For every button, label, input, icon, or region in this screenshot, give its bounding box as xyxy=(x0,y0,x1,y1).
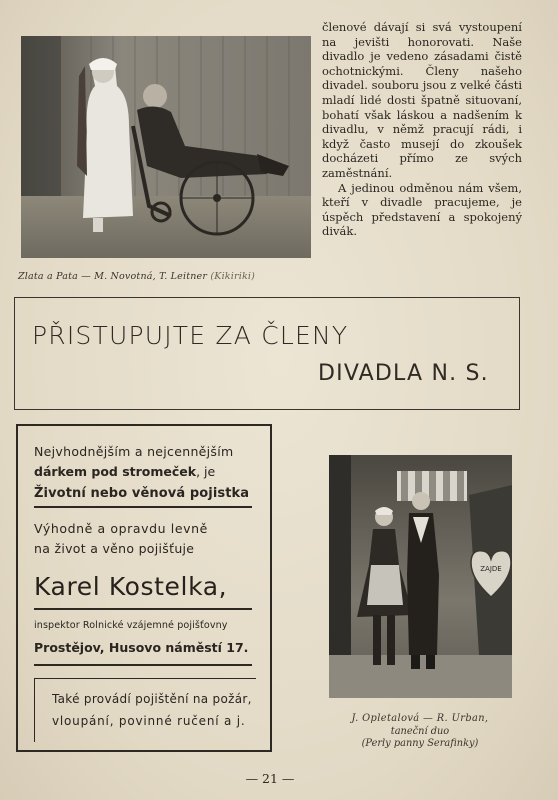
advert-agent-name: Karel Kostelka, xyxy=(34,572,228,601)
advert-address: Prostějov, Husovo náměstí 17. xyxy=(34,640,249,655)
advert-inner-box xyxy=(34,678,256,742)
advert-line-2-bold: dárkem pod stromeček xyxy=(34,464,197,479)
advert-divider xyxy=(34,506,252,508)
advert-divider xyxy=(34,608,252,610)
bottom-photo-caption-1: J. Opletalová — R. Urban, xyxy=(351,713,489,724)
top-photo-caption xyxy=(18,271,328,282)
advert-line-3: Životní nebo věnová pojistka xyxy=(34,486,250,501)
advert-line-8: Také provádí pojištění na požár, xyxy=(52,692,252,706)
top-photo-caption-main: Zlata a Pata — M. Novotná, T. Leitner xyxy=(18,271,208,282)
advert-line-4: Výhodně a opravdu levně xyxy=(34,521,208,536)
article-paragraph: členové dávají si svá vystoupení na jevišti honorovati. Naše divadlo je vedeno zásadami čistě ochotnickými. Členy našeho divadel. souboru jsou z velké části mladí lidé dosti špatně situovaní, bohatí však láskou a nadšením k divadlu, v němž pracují rádi, i když často musejí do zkoušek docházeti přímo ze svých zaměstnání. xyxy=(322,20,522,180)
advert-line-2-rest: , je xyxy=(196,464,216,479)
page-number: — 21 — xyxy=(245,771,295,786)
bottom-photo-caption-2: taneční duo xyxy=(390,726,450,737)
advert-line-5: na život a věno pojišťuje xyxy=(34,541,195,556)
bottom-photo xyxy=(329,455,512,698)
advert-line-6: inspektor Rolnické vzájemné pojišťovny xyxy=(34,620,228,631)
bottom-photo-caption-3: (Perly panny Serafinky) xyxy=(361,738,479,749)
banner-line-1: PŘISTUPUJTE ZA ČLENY xyxy=(32,321,349,350)
advert-line-1: Nejvhodnějším a nejcennějším xyxy=(34,444,234,459)
advert-line-9: vloupání, povinné ručení a j. xyxy=(52,714,246,728)
article-paragraph: A jedinou odměnou nám všem, kteří v divadle pracujeme, je úspěch představení a spokojený divák. xyxy=(322,180,522,239)
top-photo-caption-source: (Kikiriki) xyxy=(210,271,256,282)
heart-sign-text: ZAJDE xyxy=(480,565,502,573)
article-text xyxy=(322,20,522,239)
membership-banner xyxy=(14,297,520,410)
top-photo xyxy=(21,36,311,258)
advert-divider xyxy=(34,664,252,666)
banner-line-2: DIVADLA N. S. xyxy=(318,361,489,386)
advert-line-2 xyxy=(34,464,215,479)
